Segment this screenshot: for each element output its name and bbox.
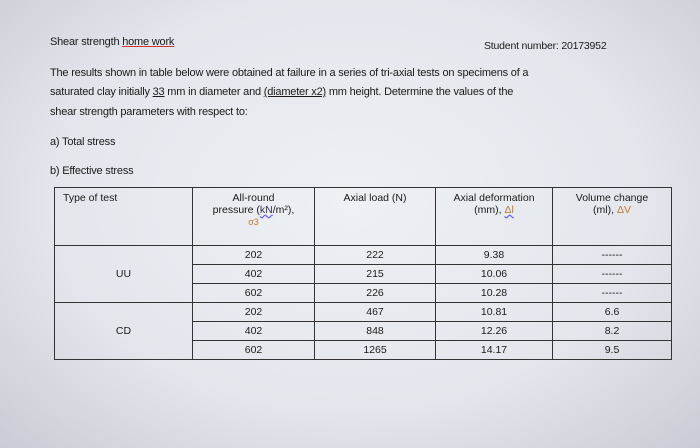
t: saturated clay initially xyxy=(50,86,153,98)
header-deformation xyxy=(436,188,553,246)
load-cell: 1265 xyxy=(315,341,436,360)
deformation-cell: 10.28 xyxy=(436,284,553,303)
para-line-1: The results shown in table below were obtained at failure in a series of tri-axial tests on specimens of a xyxy=(50,67,529,79)
table-row xyxy=(55,246,672,265)
test-type: UU xyxy=(55,246,193,303)
pressure-cell: 602 xyxy=(193,341,315,360)
test-type: CD xyxy=(55,303,193,360)
pressure-cell: 202 xyxy=(193,303,315,322)
load-cell: 222 xyxy=(315,246,436,265)
load-cell: 848 xyxy=(315,322,436,341)
deformation-cell: 14.17 xyxy=(436,341,553,360)
t: All-round xyxy=(232,192,275,204)
load-cell: 226 xyxy=(315,284,436,303)
t: (ml), xyxy=(593,204,617,216)
student-number: Student number: 20173952 xyxy=(484,40,607,52)
volume-cell: 9.5 xyxy=(553,341,672,360)
title-underlined: home work xyxy=(122,36,175,48)
volume-cell: ------ xyxy=(553,265,672,284)
pressure-cell: 402 xyxy=(193,322,315,341)
header-load: Axial load (N) xyxy=(315,188,436,246)
para-line-3: shear strength parameters with respect to: xyxy=(50,106,248,118)
deformation-cell: 9.38 xyxy=(436,246,553,265)
deformation-cell: 10.81 xyxy=(436,303,553,322)
results-table xyxy=(54,187,672,360)
load-cell: 215 xyxy=(315,265,436,284)
item-b: b) Effective stress xyxy=(50,165,134,177)
t: Δl xyxy=(504,204,514,216)
sigma-symbol: σ3 xyxy=(248,217,259,227)
t: (mm), xyxy=(474,204,505,216)
volume-cell: ------ xyxy=(553,246,672,265)
t: Volume change xyxy=(575,192,649,204)
t: ΔV xyxy=(616,204,631,216)
deformation-cell: 10.06 xyxy=(436,265,553,284)
pressure-cell: 602 xyxy=(193,284,315,303)
t: /m²), xyxy=(272,204,295,216)
volume-cell: 8.2 xyxy=(553,322,672,341)
load-cell: 467 xyxy=(315,303,436,322)
t: pressure ( xyxy=(212,204,260,216)
diameter-value: 33 xyxy=(152,86,165,98)
header-pressure xyxy=(193,188,315,246)
title-text: Shear strength xyxy=(50,36,123,48)
volume-cell: ------ xyxy=(553,284,672,303)
t: Axial deformation xyxy=(453,192,535,204)
doc-title xyxy=(50,36,174,48)
volume-cell: 6.6 xyxy=(553,303,672,322)
height-value: (diameter x2) xyxy=(263,86,326,98)
pressure-cell: 402 xyxy=(193,265,315,284)
header-volume xyxy=(553,188,672,246)
item-a: a) Total stress xyxy=(50,136,116,148)
para-line-2 xyxy=(50,86,513,98)
pressure-cell: 202 xyxy=(193,246,315,265)
t: mm in diameter and xyxy=(164,86,264,98)
t: mm height. Determine the values of the xyxy=(325,86,514,98)
table-row xyxy=(55,303,672,322)
t: kN xyxy=(259,204,273,216)
deformation-cell: 12.26 xyxy=(436,322,553,341)
header-type: Type of test xyxy=(55,188,193,246)
